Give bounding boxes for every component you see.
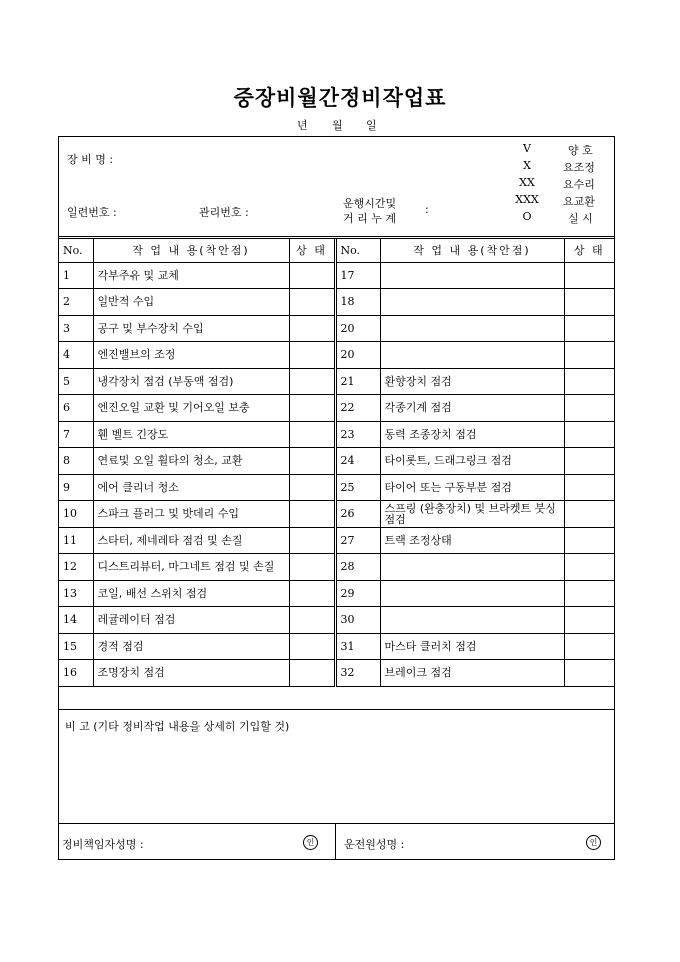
row-number: 24 [335, 448, 380, 475]
column-header-work: 작 업 내 용(착안점) [93, 239, 289, 262]
work-item-table [59, 239, 614, 687]
legend-symbol: V [523, 142, 531, 155]
work-item: 연료및 오일 휠타의 청소, 교환 [93, 448, 289, 475]
status-cell[interactable] [564, 448, 614, 475]
remarks-area[interactable] [59, 709, 614, 823]
column-header-status: 상 태 [289, 239, 335, 262]
row-number: 5 [59, 368, 93, 395]
status-cell[interactable] [564, 474, 614, 501]
row-number: 32 [335, 660, 380, 687]
run-time-field[interactable]: : [425, 203, 429, 216]
work-item: 타이어 또는 구동부분 점검 [380, 474, 564, 501]
status-cell[interactable] [289, 660, 335, 687]
row-number: 26 [335, 501, 380, 528]
row-number: 2 [59, 289, 93, 316]
work-item: 브레이크 점검 [380, 660, 564, 687]
work-item: 디스트리뷰터, 마그네트 점검 및 손질 [93, 554, 289, 581]
status-cell[interactable] [289, 527, 335, 554]
table-row [59, 527, 614, 554]
status-cell[interactable] [564, 289, 614, 316]
row-number: 12 [59, 554, 93, 581]
status-cell[interactable] [564, 262, 614, 289]
legend-symbol: X [523, 159, 531, 172]
work-item [380, 315, 564, 342]
row-number: 11 [59, 527, 93, 554]
legend-label: 요조정 [563, 161, 595, 174]
work-item [380, 289, 564, 316]
work-item: 스파크 플러그 및 밧데리 수입 [93, 501, 289, 528]
status-cell[interactable] [564, 607, 614, 634]
row-number: 17 [335, 262, 380, 289]
form-header [59, 137, 614, 239]
row-number: 25 [335, 474, 380, 501]
work-item: 환향장치 점검 [380, 368, 564, 395]
row-number: 20 [335, 315, 380, 342]
status-cell[interactable] [564, 554, 614, 581]
work-item: 타이롯트, 드래그링크 점검 [380, 448, 564, 475]
seal-icon: 인 [586, 835, 601, 850]
date-year-label: 년 [297, 119, 308, 132]
column-header-status: 상 태 [564, 239, 614, 262]
row-number: 16 [59, 660, 93, 687]
table-row [59, 501, 614, 528]
row-number: 20 [335, 342, 380, 369]
signature-divider [335, 824, 336, 860]
status-cell[interactable] [564, 315, 614, 342]
work-item: 일반적 수입 [93, 289, 289, 316]
work-item: 엔진밸브의 조정 [93, 342, 289, 369]
row-number: 1 [59, 262, 93, 289]
status-cell[interactable] [564, 342, 614, 369]
legend-symbol: O [522, 210, 532, 223]
row-number: 15 [59, 633, 93, 660]
table-row [59, 474, 614, 501]
row-number: 3 [59, 315, 93, 342]
table-row [59, 554, 614, 581]
legend-label: 요교환 [563, 195, 595, 208]
row-number: 22 [335, 395, 380, 422]
remarks-label: 비 고 (기타 정비작업 내용을 상세히 기입할 것) [65, 720, 290, 733]
table-row [59, 660, 614, 687]
table-row [59, 395, 614, 422]
status-cell[interactable] [289, 421, 335, 448]
work-item: 냉각장치 점검 (부동액 점검) [93, 368, 289, 395]
work-item: 레귤레이터 점검 [93, 607, 289, 634]
legend-label: 요수리 [563, 178, 595, 191]
row-number: 23 [335, 421, 380, 448]
row-number: 4 [59, 342, 93, 369]
column-header-no: No. [335, 239, 380, 262]
work-item: 에어 클리너 청소 [93, 474, 289, 501]
row-number: 14 [59, 607, 93, 634]
table-row [59, 315, 614, 342]
status-cell[interactable] [564, 633, 614, 660]
status-cell[interactable] [289, 607, 335, 634]
row-number: 29 [335, 580, 380, 607]
work-item [380, 580, 564, 607]
run-time-label: 운행시간및 [343, 197, 397, 210]
table-row [59, 607, 614, 634]
page-title: 중장비월간정비작업표 [233, 85, 447, 110]
work-item: 공구 및 부수장치 수입 [93, 315, 289, 342]
driver-signature-field[interactable]: 운전원성명 : [344, 838, 405, 851]
table-row [59, 421, 614, 448]
column-header-work: 작 업 내 용(착안점) [380, 239, 564, 262]
status-cell[interactable] [564, 580, 614, 607]
row-number: 7 [59, 421, 93, 448]
legend-symbol: XX [519, 176, 535, 189]
row-number: 6 [59, 395, 93, 422]
status-cell[interactable] [564, 501, 614, 528]
work-item [380, 554, 564, 581]
distance-total-label: 거 리 누 계 [343, 212, 396, 225]
row-number: 28 [335, 554, 380, 581]
status-cell[interactable] [564, 527, 614, 554]
work-item: 각종기계 점검 [380, 395, 564, 422]
work-item: 경적 점검 [93, 633, 289, 660]
status-cell[interactable] [289, 342, 335, 369]
status-cell[interactable] [289, 633, 335, 660]
serial-number-field[interactable]: 일련번호 : [67, 206, 117, 219]
work-item: 스프링 (완충장치) 및 브라켓트 붓싱 점검 [380, 501, 564, 528]
table-header-row [59, 239, 614, 262]
row-number: 30 [335, 607, 380, 634]
row-number: 10 [59, 501, 93, 528]
work-item: 트랙 조정상태 [380, 527, 564, 554]
row-number: 8 [59, 448, 93, 475]
status-cell[interactable] [289, 474, 335, 501]
row-number: 31 [335, 633, 380, 660]
work-item: 코일, 배선 스위치 점검 [93, 580, 289, 607]
work-item [380, 262, 564, 289]
work-item: 스타터, 제네레타 점검 및 손질 [93, 527, 289, 554]
work-item: 각부주유 및 교체 [93, 262, 289, 289]
status-cell[interactable] [289, 368, 335, 395]
row-number: 13 [59, 580, 93, 607]
table-row [59, 580, 614, 607]
signature-row [59, 823, 614, 859]
table-row [59, 633, 614, 660]
work-item: 동력 조종장치 점검 [380, 421, 564, 448]
column-header-no: No. [59, 239, 93, 262]
work-item: 조명장치 점검 [93, 660, 289, 687]
status-cell[interactable] [564, 395, 614, 422]
row-number: 21 [335, 368, 380, 395]
table-row [59, 448, 614, 475]
work-item: 마스타 클러치 점검 [380, 633, 564, 660]
management-number-field[interactable]: 관리번호 : [199, 206, 249, 219]
status-cell[interactable] [289, 262, 335, 289]
work-item [380, 607, 564, 634]
table-row [59, 262, 614, 289]
legend-label: 양 호 [568, 144, 593, 157]
row-number: 27 [335, 527, 380, 554]
seal-icon: 인 [303, 835, 318, 850]
maintenance-form [58, 136, 615, 860]
work-item: 엔진오일 교환 및 기어오일 보충 [93, 395, 289, 422]
row-number: 18 [335, 289, 380, 316]
date-month-label: 월 [332, 119, 343, 132]
date-day-label: 일 [366, 119, 377, 132]
status-cell[interactable] [289, 580, 335, 607]
table-row [59, 342, 614, 369]
status-cell[interactable] [564, 368, 614, 395]
legend-label: 실 시 [568, 212, 593, 225]
status-cell[interactable] [289, 315, 335, 342]
status-cell[interactable] [289, 448, 335, 475]
work-item [380, 342, 564, 369]
work-item: 휀 벨트 긴장도 [93, 421, 289, 448]
equipment-name-field[interactable]: 장 비 명 : [67, 153, 114, 166]
status-cell[interactable] [289, 289, 335, 316]
legend-symbol: XXX [515, 193, 539, 206]
table-row [59, 368, 614, 395]
maintenance-manager-signature-field[interactable]: 정비책임자성명 : [62, 838, 144, 851]
status-cell[interactable] [289, 554, 335, 581]
row-number: 9 [59, 474, 93, 501]
table-row [59, 289, 614, 316]
status-cell[interactable] [564, 421, 614, 448]
status-cell[interactable] [564, 660, 614, 687]
status-cell[interactable] [289, 501, 335, 528]
status-cell[interactable] [289, 395, 335, 422]
